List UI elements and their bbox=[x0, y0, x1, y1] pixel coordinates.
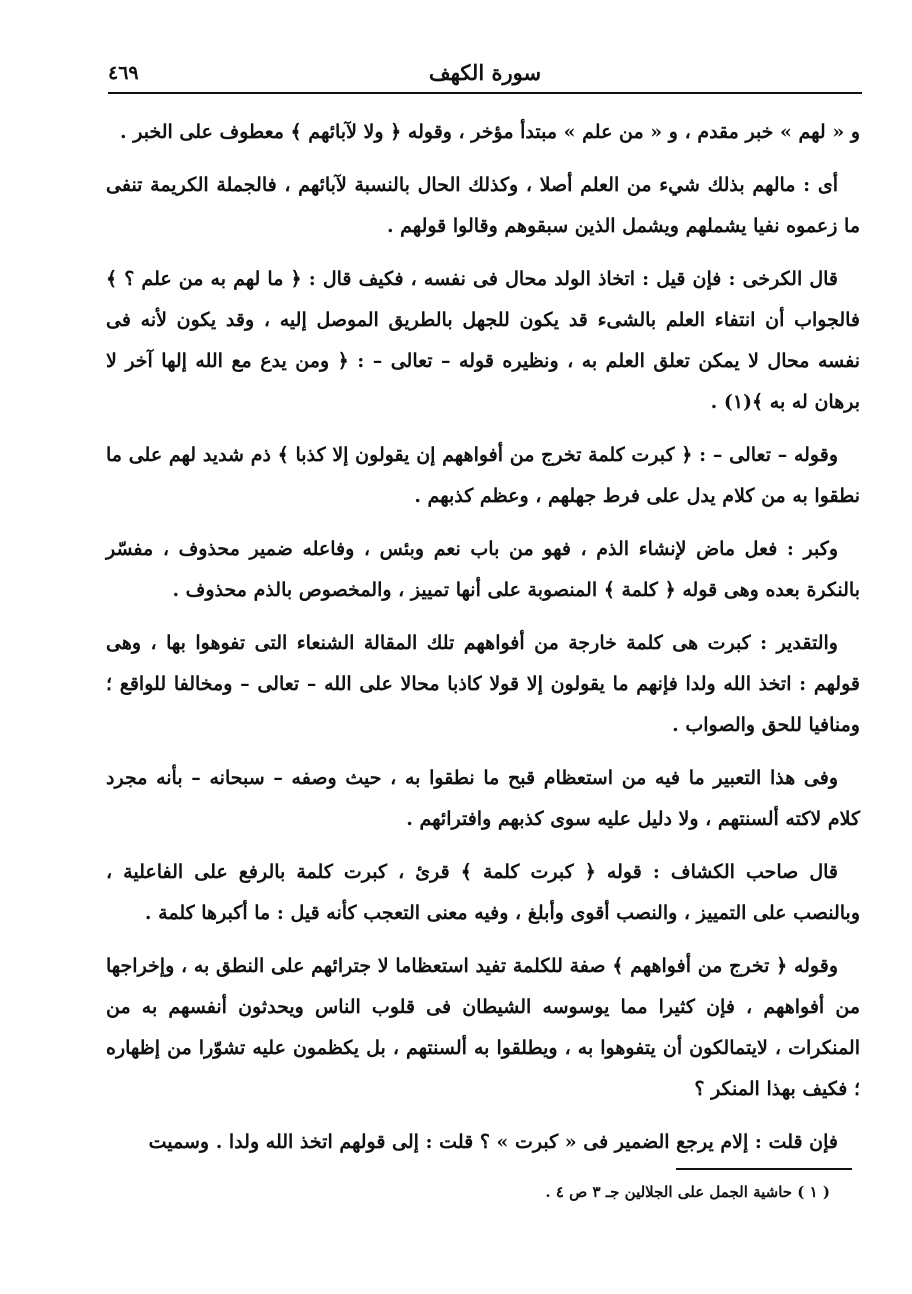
paragraph: فإن قلت : إلام يرجع الضمير فى « كبرت » ؟ قلت : إلى قولهم اتخذ الله ولدا . وسميت bbox=[148, 1131, 838, 1153]
paragraph: قال الكرخى : فإن قيل : اتخاذ الولد محال فى نفسه ، فكيف قال : ﴿ ما لهم به من علم ؟ ﴾ فالجواب أن انتفاء العلم بالشىء قد يكون للجهل بالطريق الموصل إليه ، وقد يكون لأنه فى نفسه محال لا يمكن تعلق العلم به ، ونظيره قوله – تعالى – : ﴿ ومن يدع مع الله إلها آخر لا برهان له به ﴾(١) . bbox=[106, 268, 860, 413]
paragraph: وقوله ﴿ تخرج من أفواههم ﴾ صفة للكلمة تفيد استعظاما لا جترائهم على النطق به ، وإخراجها من أفواههم ، فإن كثيرا مما يوسوسه الشيطان فى قلوب الناس ويحدثون أنفسهم به من المنكرات ، لايتمالكون أن يتفوهوا به ، ويطلقوا به ألسنتهم ، بل يكظمون عليه تشوّرا من إظهاره ؛ فكيف بهذا المنكر ؟ bbox=[106, 955, 860, 1100]
paragraph: و « لهم » خبر مقدم ، و « من علم » مبتدأ مؤخر ، وقوله ﴿ ولا لآبائهم ﴾ معطوف على الخبر . bbox=[120, 121, 860, 143]
footnote: ( ١ ) حاشية الجمل على الجلالين جـ ٣ ص ٤ . bbox=[545, 1183, 830, 1201]
surah-title: سورة الكهف bbox=[428, 60, 542, 85]
paragraph: والتقدير : كبرت هى كلمة خارجة من أفواههم تلك المقالة الشنعاء التى تفوهوا بها ، وهى قولهم : اتخذ الله ولدا فإنهم ما يقولون إلا قولا كاذبا محالا على الله – تعالى – ومخالفا للواقع ؛ ومنافيا للحق والصواب . bbox=[106, 632, 860, 736]
paragraph: وفى هذا التعبير ما فيه من استعظام قبح ما نطقوا به ، حيث وصفه – سبحانه – بأنه مجرد كلام لاكته ألسنتهم ، ولا دليل عليه سوى كذبهم وافترائهم . bbox=[106, 767, 860, 830]
paragraph: وكبر : فعل ماض لإنشاء الذم ، فهو من باب نعم وبئس ، وفاعله ضمير محذوف ، مفسّر بالنكرة بعده وهى قوله ﴿ كلمة ﴾ المنصوبة على أنها تمييز ، والمخصوص بالذم محذوف . bbox=[106, 538, 860, 601]
paragraph: أى : مالهم بذلك شيء من العلم أصلا ، وكذلك الحال بالنسبة لآبائهم ، فالجملة الكريمة تنفى ما زعموه نفيا يشملهم ويشمل الذين سبقوهم وقالوا قولهم . bbox=[106, 174, 860, 237]
running-header bbox=[108, 58, 862, 94]
paragraph: وقوله – تعالى – : ﴿ كبرت كلمة تخرج من أفواههم إن يقولون إلا كذبا ﴾ ذم شديد لهم على ما نطقوا به من كلام يدل على فرط جهلهم ، وعظم كذبهم . bbox=[106, 444, 860, 507]
paragraph: قال صاحب الكشاف : قوله ﴿ كبرت كلمة ﴾ قرئ ، كبرت كلمة بالرفع على الفاعلية ، وبالنصب على التمييز ، والنصب أقوى وأبلغ ، وفيه معنى التعجب كأنه قيل : ما أكبرها كلمة . bbox=[106, 861, 860, 924]
commentary-text bbox=[106, 112, 860, 1175]
footnote-divider bbox=[676, 1168, 852, 1170]
page-number: ٤٦٩ bbox=[108, 62, 139, 84]
